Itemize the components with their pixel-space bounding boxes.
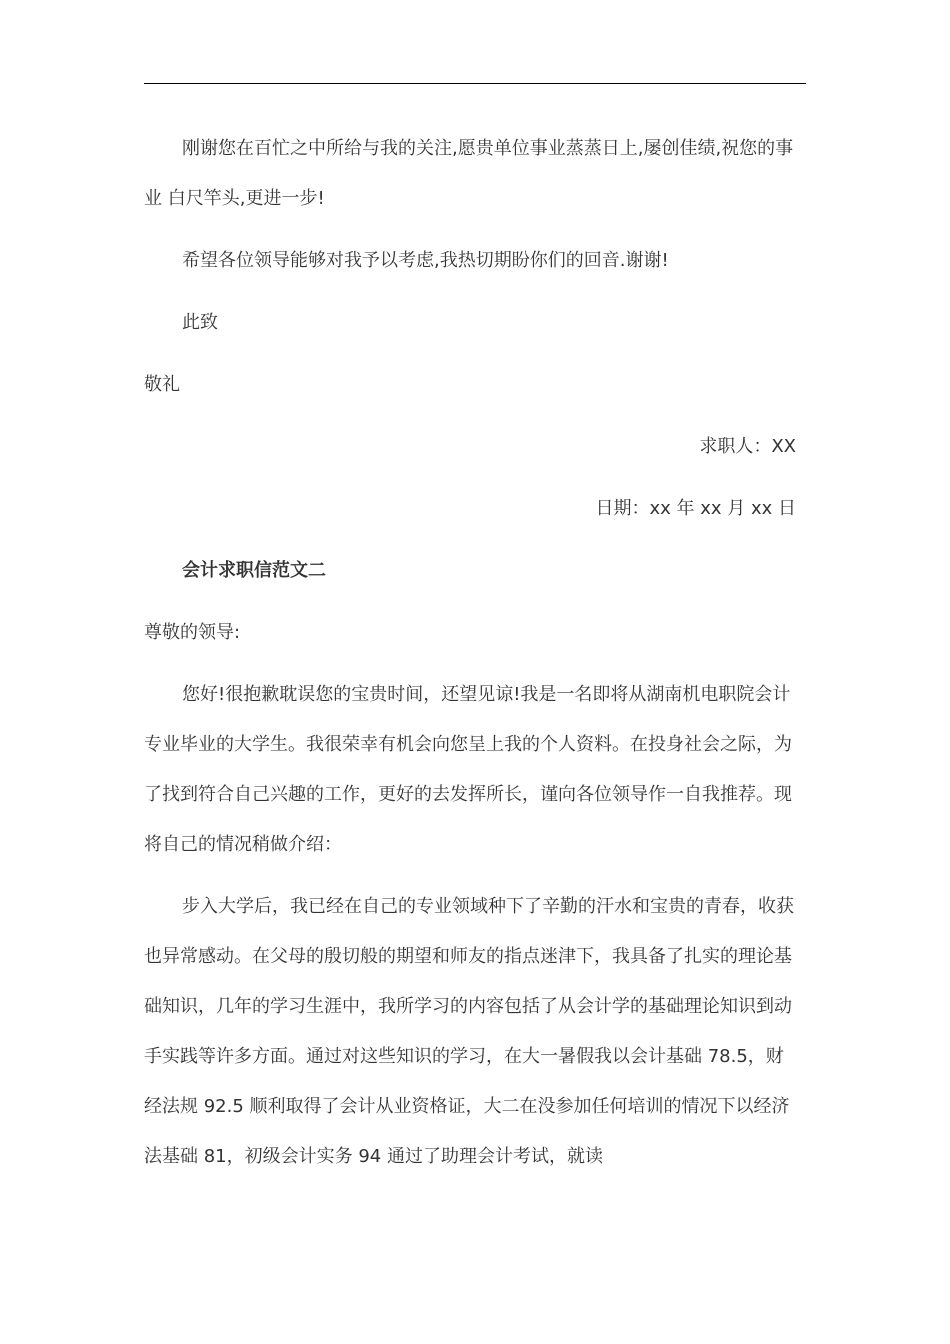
applicant-line: 求职人：XX bbox=[699, 436, 796, 457]
document-body bbox=[144, 124, 796, 1194]
intro-paragraph: 您好!很抱歉耽误您的宝贵时间，还望见谅!我是一名即将从湖南机电职院会计专业毕业的大学生。我很荣幸有机会向您呈上我的个人资料。在投身社会之际，为了找到符合自己兴趣的工作，更好的去发挥所长，谨向各位领导作一自我推荐。现将自己的情况稍做介绍： bbox=[144, 684, 792, 855]
section-title: 会计求职信范文二 bbox=[182, 560, 326, 581]
header-rule bbox=[144, 83, 806, 84]
study-paragraph: 步入大学后，我已经在自己的专业领域种下了辛勤的汗水和宝贵的青春，收获也异常感动。在父母的殷切般的期望和师友的指点迷津下，我具备了扎实的理论基础知识，几年的学习生涯中，我所学习的内容包括了从会计学的基础理论知识到动手实践等许多方面。通过对这些知识的学习，在大一暑假我以会计基础 78.5，财经法规 92.5 顺利取得了会计从业资格证，大二在没参加任何培训的情况下以经济法基础 81，初级会计实务 94 通过了助理会计考试，就读 bbox=[144, 896, 794, 1167]
cizhi-line: 此致 bbox=[182, 312, 218, 333]
request-paragraph: 希望各位领导能够对我予以考虑,我热切期盼你们的回音.谢谢! bbox=[182, 250, 669, 271]
greeting-line: 尊敬的领导: bbox=[144, 622, 241, 643]
closing-paragraph: 刚谢您在百忙之中所给与我的关注,愿贵单位事业蒸蒸日上,屡创佳绩,祝您的事业 白尺竿头,更进一步! bbox=[144, 138, 794, 209]
date-line: 日期：xx 年 xx 月 xx 日 bbox=[595, 498, 796, 519]
salute-line: 敬礼 bbox=[144, 374, 180, 395]
